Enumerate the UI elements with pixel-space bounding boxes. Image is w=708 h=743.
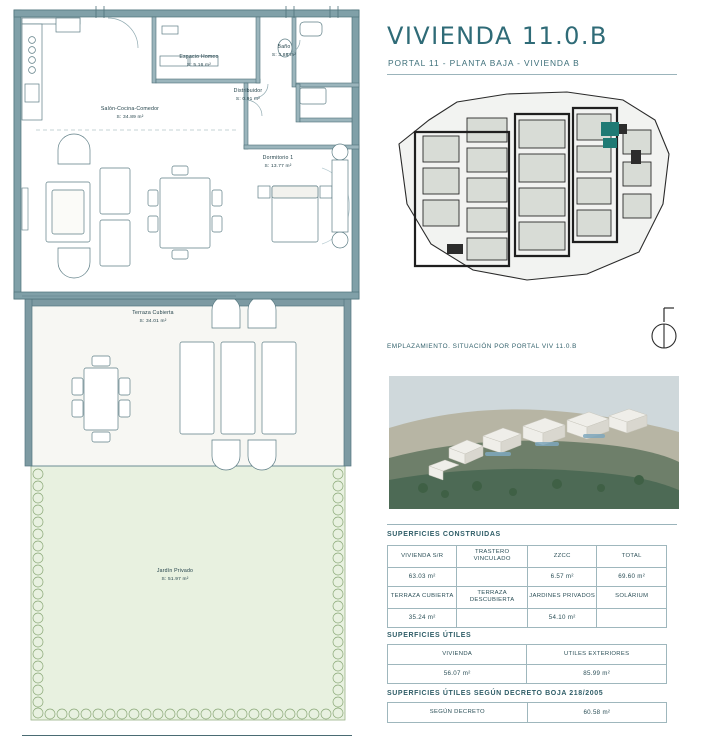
table-heading-utiles: SUPERFICIES ÚTILES <box>387 632 472 639</box>
room-label-bano: Baño S: 3.88 m² <box>271 44 297 58</box>
site-plan-map <box>387 84 681 289</box>
room-label-espacio-homeo: Espacio Homeo S: 5.16 m² <box>179 54 219 68</box>
room-label-jardin-privado: Jardín Privado S: 51.97 m² <box>156 568 194 582</box>
table-row <box>388 586 667 608</box>
table-row <box>388 546 667 568</box>
cell-value <box>597 608 667 627</box>
cell-header: TRASTERO VINCULADO <box>457 546 528 568</box>
table-row <box>388 703 667 723</box>
room-label-distribuidor: Distribuidor S: 0.91 m² <box>233 88 263 102</box>
cell-header: TOTAL <box>597 546 667 568</box>
table-row <box>388 645 667 665</box>
cell-header: JARDINES PRIVADOS <box>527 586 596 608</box>
site-plan-caption: EMPLAZAMIENTO. SITUACIÓN POR PORTAL VIV 11.0.B <box>387 343 577 350</box>
room-label-terraza-cubierta: Terraza Cubierta S: 34.01 m² <box>132 310 174 324</box>
cell-value: 85.99 m² <box>527 665 667 684</box>
cell-value: 6.57 m² <box>527 567 596 586</box>
table-superficies-decreto <box>387 702 667 723</box>
page-subtitle: PORTAL 11 - PLANTA BAJA - VIVIENDA B <box>388 58 580 68</box>
cell-value <box>457 567 528 586</box>
divider-top <box>387 74 677 75</box>
cell-value: 69.60 m² <box>597 567 667 586</box>
north-arrow-icon <box>644 306 686 354</box>
bottom-dimension-line <box>22 735 352 736</box>
table-heading-decreto: SUPERFICIES ÚTILES SEGÚN DECRETO BOJA 218/2005 <box>387 690 604 697</box>
table-superficies-utiles <box>387 644 667 684</box>
cell-header: SEGÚN DECRETO <box>388 703 528 723</box>
cell-header: TERRAZA DESCUBIERTA <box>457 586 528 608</box>
table-row <box>388 608 667 627</box>
table-row <box>388 567 667 586</box>
cell-value: 60.58 m² <box>527 703 666 723</box>
project-render-image <box>387 370 681 515</box>
highlighted-unit-marker <box>601 122 619 148</box>
cell-header: SOLÁRIUM <box>597 586 667 608</box>
page-title: VIVIENDA 11.0.B <box>387 22 608 50</box>
cell-header: ZZCC <box>527 546 596 568</box>
cell-header: TERRAZA CUBIERTA <box>388 586 457 608</box>
room-label-salon-cocina-comedor: Salón-Cocina-Comedor S: 34.89 m² <box>100 106 160 120</box>
cell-value: 56.07 m² <box>388 665 527 684</box>
cell-value <box>457 608 528 627</box>
room-label-dormitorio-1: Dormitorio 1 S: 13.77 m² <box>262 155 294 169</box>
table-superficies-construidas <box>387 545 667 628</box>
cell-header: UTILES EXTERIORES <box>527 645 667 665</box>
table-row <box>388 665 667 684</box>
cell-value: 63.03 m² <box>388 567 457 586</box>
cell-header: VIVIENDA S/R <box>388 546 457 568</box>
table-heading-construidas: SUPERFICIES CONSTRUIDAS <box>387 531 501 538</box>
cell-value: 35.24 m² <box>388 608 457 627</box>
cell-value: 54.10 m² <box>527 608 596 627</box>
cell-header: VIVIENDA <box>388 645 527 665</box>
divider-tables <box>387 524 677 525</box>
info-panel <box>381 0 708 743</box>
